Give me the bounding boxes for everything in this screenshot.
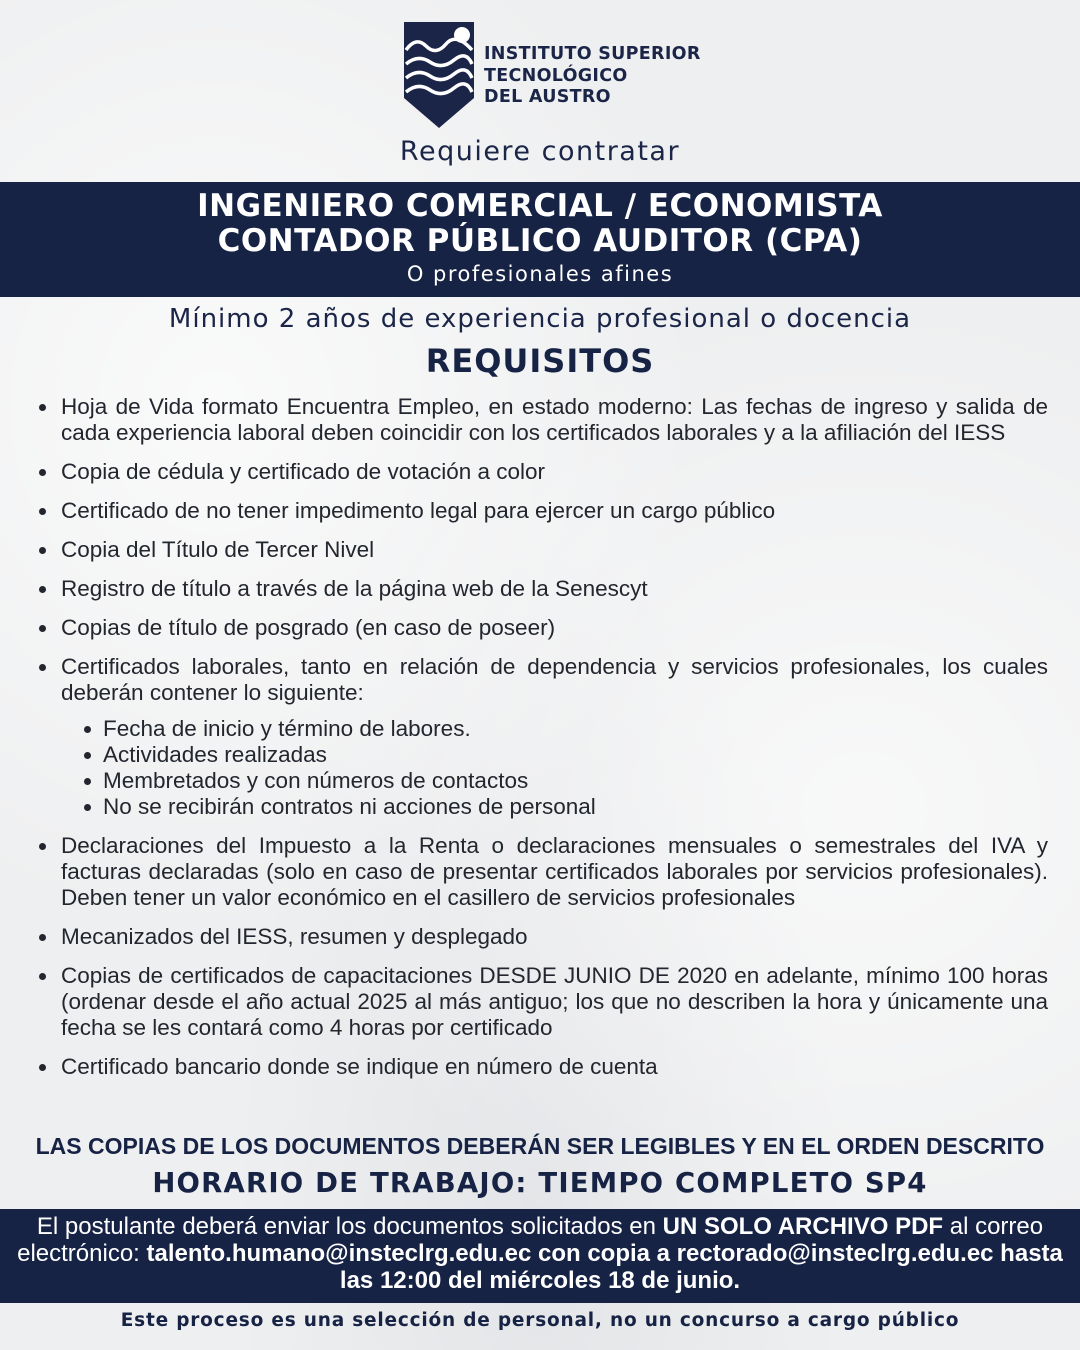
sublist-item: Actividades realizadas bbox=[61, 742, 1048, 768]
requirement-item: Copias de certificados de capacitaciones DESDE JUNIO DE 2020 en adelante, mínimo 100 horas (ordenar desde el año actual 2025 al más antiguo; los que no describen la hora y únicamente una fecha se les contará como 4 horas por certificado bbox=[38, 963, 1048, 1041]
requirement-item: Registro de título a través de la página web de la Senescyt bbox=[38, 576, 1048, 602]
requirement-item: Certificados laborales, tanto en relación de dependencia y servicios profesionales, los cuales deberán contener lo siguiente: Fecha de inicio y término de labores. Actividades realizadas Membretados y con números de contactos No se recibirán contratos ni acciones de personal bbox=[38, 654, 1048, 820]
sublist-item: Membretados y con números de contactos bbox=[61, 768, 1048, 794]
logo-text bbox=[484, 44, 701, 109]
work-schedule: HORARIO DE TRABAJO: TIEMPO COMPLETO SP4 bbox=[152, 1167, 928, 1199]
job-title-sub: O profesionales afines bbox=[406, 262, 674, 286]
requirements-heading: REQUISITOS bbox=[425, 342, 655, 380]
labor-cert-sublist bbox=[61, 716, 1048, 820]
requirement-item: Certificado bancario donde se indique en número de cuenta bbox=[38, 1054, 1048, 1080]
submission-text-1: El postulante deberá enviar los documentos solicitados en bbox=[36, 1213, 663, 1240]
job-title-1: INGENIERO COMERCIAL / ECONOMISTA bbox=[197, 188, 883, 224]
requirement-item: Mecanizados del IESS, resumen y desplegado bbox=[38, 924, 1048, 950]
requirement-item: Certificado de no tener impedimento legal para ejercer un cargo público bbox=[38, 498, 1048, 524]
logo-line-2: TECNOLÓGICO bbox=[484, 65, 628, 86]
shield-icon bbox=[402, 20, 476, 130]
legible-notice: LAS COPIAS DE LOS DOCUMENTOS DEBERÁN SER LEGIBLES Y EN EL ORDEN DESCRITO bbox=[35, 1133, 1045, 1159]
requirement-item: Hoja de Vida formato Encuentra Empleo, en estado moderno: Las fechas de ingreso y salida de cada experiencia laboral deben coincidir con los certificados laborales y a la afiliación del IESS bbox=[38, 394, 1048, 446]
sublist-item: No se recibirán contratos ni acciones de personal bbox=[61, 794, 1048, 820]
requirement-item: Copia de cédula y certificado de votación a color bbox=[38, 459, 1048, 485]
job-title-2: CONTADOR PÚBLICO AUDITOR (CPA) bbox=[217, 223, 863, 259]
institution-logo bbox=[402, 20, 701, 132]
submission-bold-1: UN SOLO ARCHIVO PDF bbox=[662, 1213, 944, 1240]
sublist-item: Fecha de inicio y término de labores. bbox=[61, 716, 1048, 742]
requirement-item: Copia del Título de Tercer Nivel bbox=[38, 537, 1048, 563]
footer-disclaimer: Este proceso es una selección de personal, no un concurso a cargo público bbox=[120, 1310, 960, 1331]
logo-line-1: INSTITUTO SUPERIOR bbox=[484, 44, 701, 64]
subtitle: Requiere contratar bbox=[399, 136, 681, 167]
experience-requirement: Mínimo 2 años de experiencia profesional o docencia bbox=[168, 304, 912, 334]
submission-instructions bbox=[0, 1209, 1080, 1303]
logo-line-3: DEL AUSTRO bbox=[484, 87, 611, 107]
submission-text-2: al correo electrónico: bbox=[17, 1213, 1044, 1267]
requirements-list bbox=[38, 394, 1048, 1093]
submission-email-deadline: talento.humano@insteclrg.edu.ec con copia a rectorado@insteclrg.edu.ec hasta las 12:00 del miércoles 18 de junio. bbox=[146, 1240, 1063, 1294]
requirement-item: Copias de título de posgrado (en caso de poseer) bbox=[38, 615, 1048, 641]
requirement-item: Declaraciones del Impuesto a la Renta o declaraciones mensuales o semestrales del IVA y facturas declaradas (solo en caso de presentar certificados laborales por servicios profesionales). Deben tener un valor económico en el casillero de servicios profesionales bbox=[38, 833, 1048, 911]
title-band bbox=[0, 182, 1080, 297]
